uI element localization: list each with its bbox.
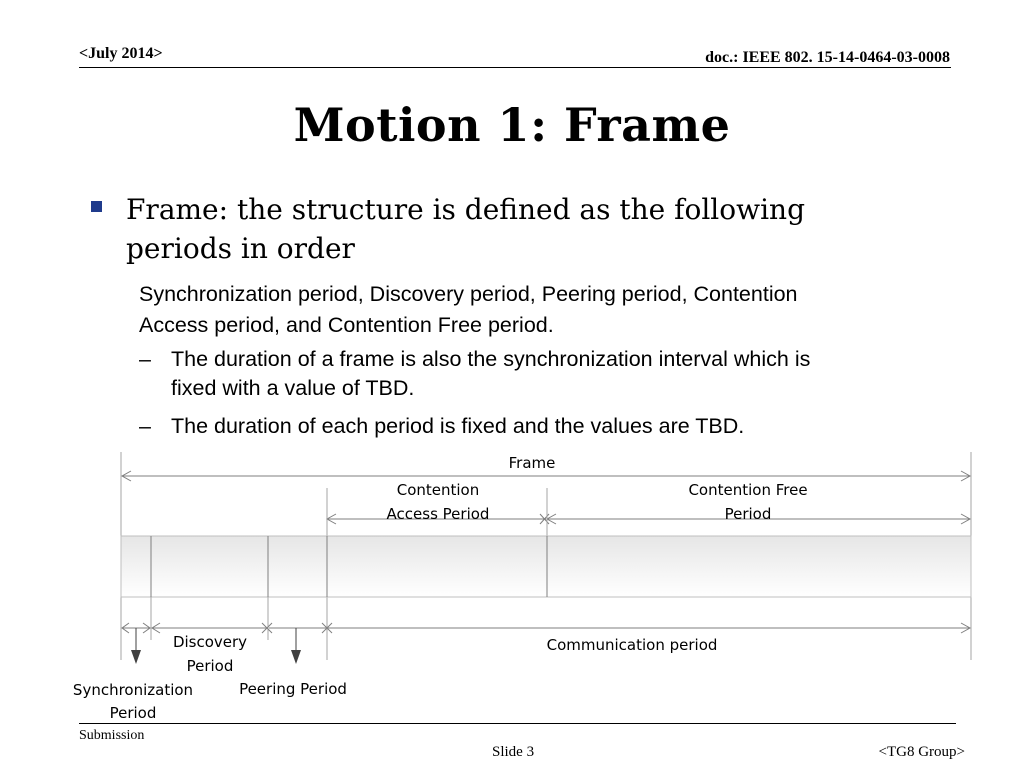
discovery-label-line-2: Period: [186, 657, 234, 675]
frame-label: Frame: [508, 454, 556, 472]
dash-item-line-2: fixed with a value of TBD.: [171, 376, 415, 400]
dash-marker: –: [139, 414, 151, 438]
bullet-line-2: periods in order: [126, 232, 355, 265]
sync-label-line-1: Synchronization: [72, 681, 194, 699]
dash-item-text: The duration of each period is fixed and the values are TBD.: [171, 414, 745, 438]
sync-pointer-arrow: [131, 628, 141, 664]
peering-period-arrow: [269, 623, 332, 633]
communication-period-arrow: [328, 623, 970, 633]
cap-label-line-2: Access Period: [386, 505, 490, 523]
footer-group: <TG8 Group>: [878, 744, 965, 760]
sync-label-line-2: Period: [109, 704, 157, 722]
cfp-label-line-1: Contention Free: [688, 481, 808, 499]
peering-label: Peering Period: [239, 680, 347, 698]
peering-pointer-arrow: [291, 628, 301, 664]
slide-title: Motion 1: Frame: [293, 98, 731, 152]
discovery-label-line-1: Discovery: [172, 633, 248, 651]
communication-label: Communication period: [546, 636, 718, 654]
frame-band: [121, 536, 971, 597]
bullet-line-1: Frame: the structure is defined as the following: [126, 193, 805, 226]
period-list-line-2: Access period, and Contention Free period.: [139, 313, 554, 337]
footer-slide-number: Slide 3: [492, 744, 535, 760]
cfp-label-line-2: Period: [724, 505, 772, 523]
period-list-line-1: Synchronization period, Discovery period, Peering period, Contention: [139, 282, 798, 306]
discovery-period-arrow: [152, 623, 272, 633]
dash-marker: –: [139, 347, 151, 371]
header-date: <July 2014>: [79, 45, 163, 62]
frame-arrow: [122, 471, 970, 481]
dash-item-line-1: The duration of a frame is also the synchronization interval which is: [171, 347, 811, 371]
footer-submission: Submission: [79, 728, 145, 743]
cap-label-line-1: Contention: [396, 481, 480, 499]
footer-rule: [79, 723, 956, 724]
header-doc-id: doc.: IEEE 802. 15-14-0464-03-0008: [705, 49, 950, 66]
